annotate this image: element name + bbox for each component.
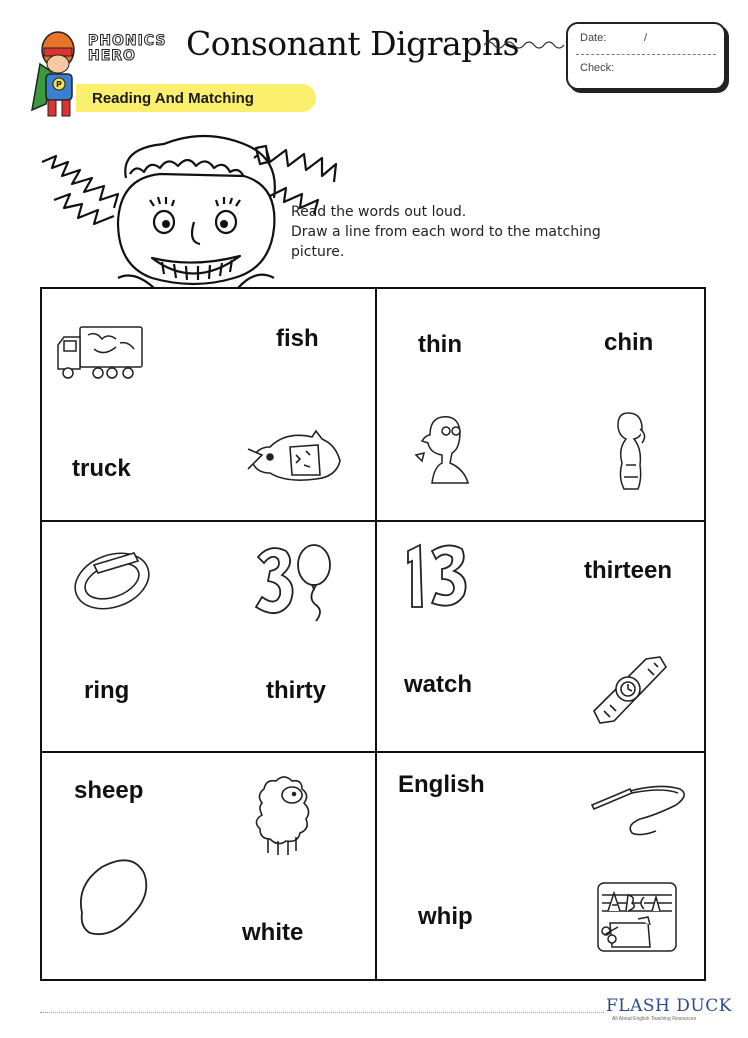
word-thirty[interactable]: thirty bbox=[266, 677, 326, 704]
word-english[interactable]: English bbox=[398, 771, 485, 798]
word-fish[interactable]: fish bbox=[276, 325, 319, 352]
footer-logo-tagline: All About English Teaching Resources bbox=[612, 1016, 697, 1022]
date-label: Date: bbox=[580, 32, 607, 44]
word-ring[interactable]: ring bbox=[84, 677, 130, 704]
brand-logo-text bbox=[88, 34, 166, 64]
word-truck[interactable]: truck bbox=[72, 455, 131, 482]
word-thirteen[interactable]: thirteen bbox=[584, 557, 673, 584]
instruction-line-2: Draw a line from each word to the matching bbox=[291, 224, 601, 240]
word-watch[interactable]: watch bbox=[404, 671, 473, 698]
ring-picture-icon bbox=[70, 547, 156, 613]
instruction-line-1: Read the words out loud. bbox=[291, 204, 467, 220]
check-label: Check: bbox=[580, 62, 615, 74]
word-sheep[interactable]: sheep bbox=[74, 777, 144, 804]
truck-picture-icon bbox=[54, 323, 146, 381]
fish-picture-icon bbox=[246, 421, 346, 487]
grid-divider-row-1 bbox=[42, 520, 704, 522]
english-book-picture-icon bbox=[590, 879, 680, 957]
svg-text:P: P bbox=[56, 80, 62, 89]
date-divider bbox=[576, 54, 716, 55]
watch-picture-icon bbox=[590, 653, 670, 727]
instructions bbox=[291, 202, 671, 262]
thirteen-picture-icon bbox=[404, 541, 472, 611]
date-check-box bbox=[566, 22, 726, 90]
chin-man-picture-icon bbox=[608, 407, 652, 493]
word-thin[interactable]: thin bbox=[418, 331, 462, 358]
word-whip[interactable]: whip bbox=[418, 903, 473, 930]
whip-picture-icon bbox=[590, 785, 690, 837]
matching-grid bbox=[40, 287, 706, 981]
thin-man-picture-icon bbox=[412, 409, 472, 485]
date-separator: / bbox=[644, 32, 648, 44]
white-blob-picture-icon bbox=[72, 855, 152, 941]
subtitle-text: Reading And Matching bbox=[92, 90, 254, 107]
thirty-balloon-picture-icon bbox=[250, 541, 338, 625]
flashduck-logo bbox=[606, 996, 732, 1024]
brand-line-1: PHONICS bbox=[88, 33, 167, 49]
brand-line-2: HERO bbox=[88, 48, 136, 64]
footer-logo-text: FLASH DUCK bbox=[606, 996, 732, 1016]
grid-divider-vertical bbox=[375, 289, 377, 979]
subtitle-banner bbox=[76, 84, 316, 112]
footer-dotted-line bbox=[40, 1012, 604, 1013]
page-title: Consonant Digraphs bbox=[186, 24, 520, 63]
grid-divider-row-2 bbox=[42, 751, 704, 753]
instruction-line-3: picture. bbox=[291, 244, 345, 260]
sheep-picture-icon bbox=[248, 773, 314, 859]
word-chin[interactable]: chin bbox=[604, 329, 654, 356]
squiggle-decoration-icon bbox=[484, 38, 568, 52]
word-white[interactable]: white bbox=[242, 919, 304, 946]
